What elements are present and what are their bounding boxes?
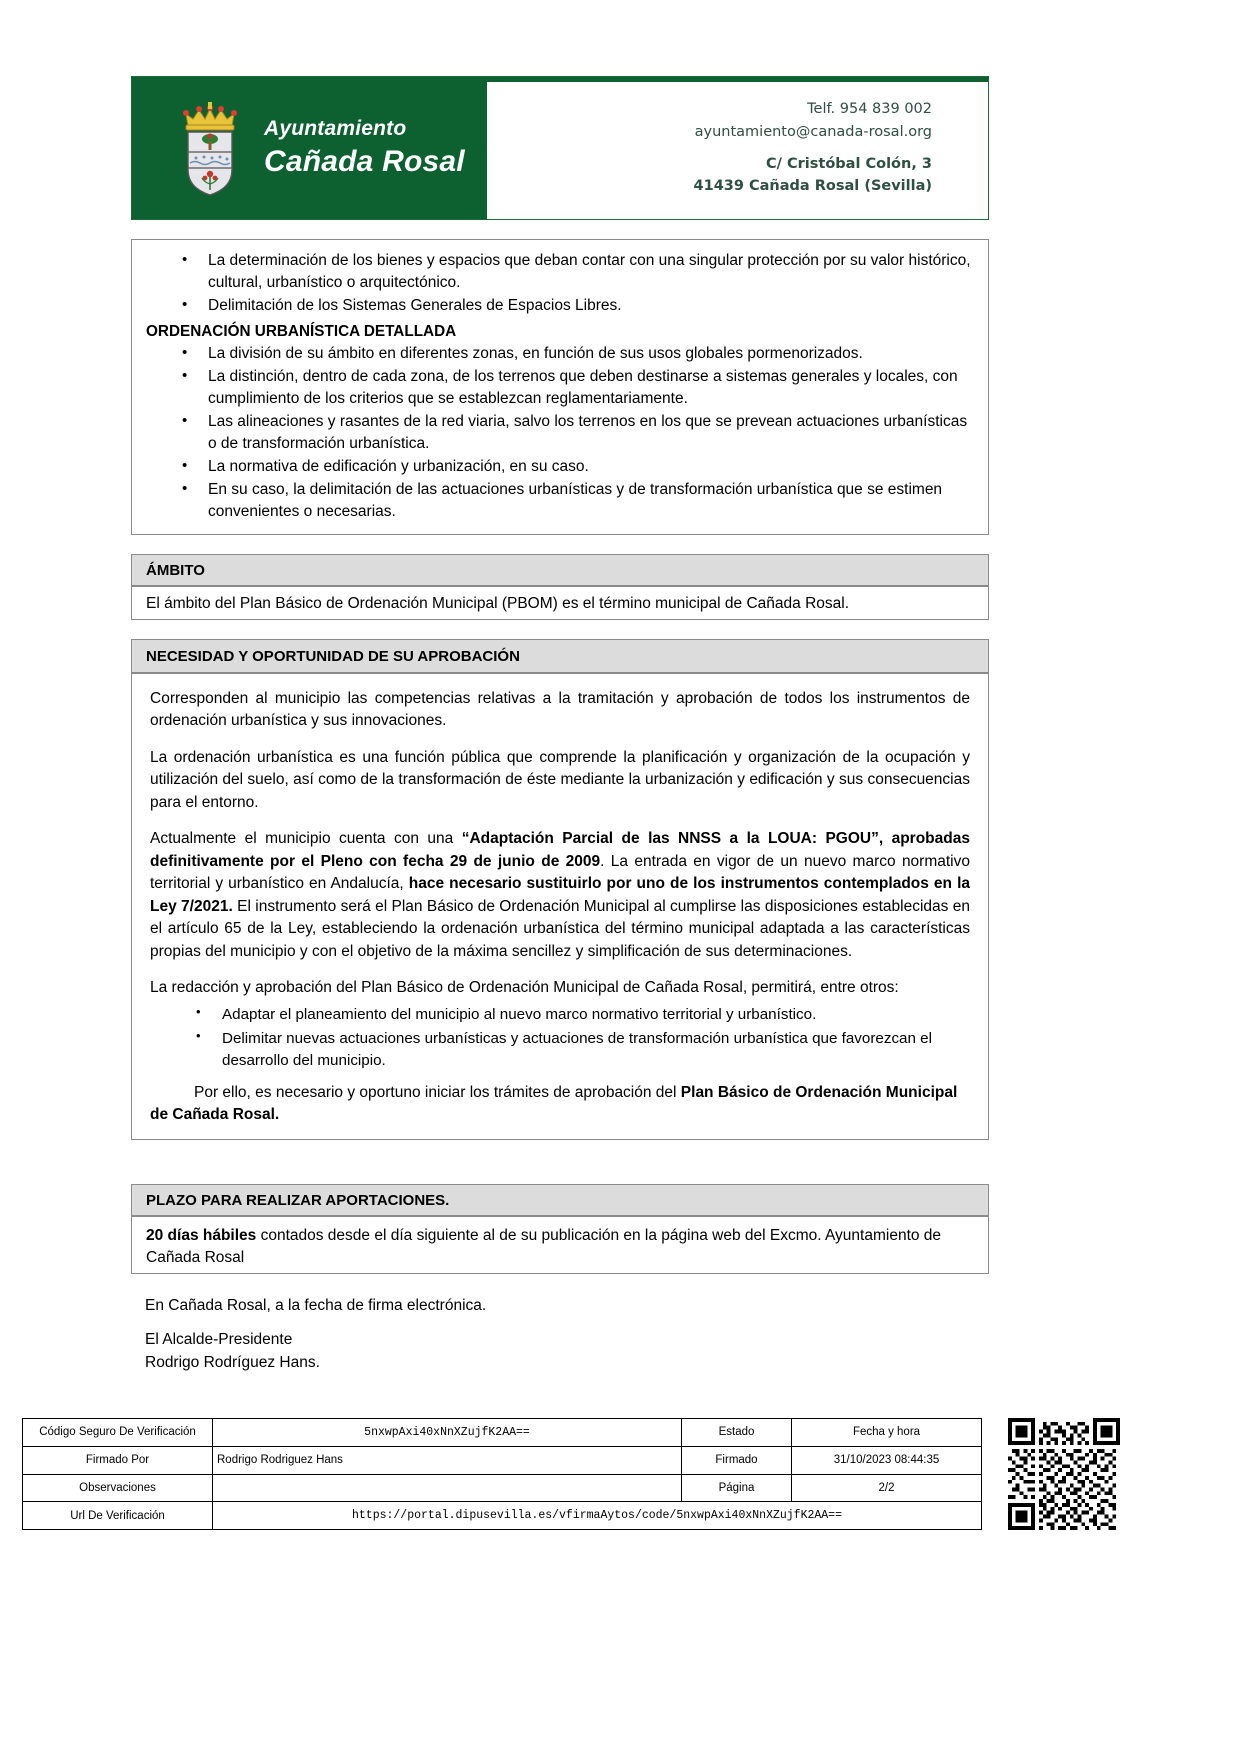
list-item: • En su caso, la delimitación de las actuaciones urbanísticas y de transformación urbanística que se estimen convenientes o necesarias.: [146, 479, 974, 523]
necesidad-paragraph-1: Corresponden al municipio las competencias relativas a la tramitación y aprobación de todos los instrumentos de ordenación urbanística y sus innovaciones.: [150, 690, 970, 730]
label-csv: Código Seguro De Verificación: [23, 1419, 213, 1447]
top-bullet-list: [146, 250, 974, 317]
necesidad-box: [131, 673, 989, 1140]
value-firmado-por: Rodrigo Rodriguez Hans: [213, 1446, 682, 1474]
ambito-box: [131, 586, 989, 620]
letterhead-contact: [487, 77, 988, 219]
list-item: • La división de su ámbito en diferentes zonas, en función de sus usos globales pormenorizados.: [146, 343, 974, 365]
list-item: • Adaptar el planeamiento del municipio al nuevo marco normativo territorial y urbanístico.: [150, 1004, 970, 1026]
contact-street: C/ Cristóbal Colón, 3: [766, 156, 932, 172]
necesidad-paragraph-4: La redacción y aprobación del Plan Básico de Ordenación Municipal de Cañada Rosal, permitirá, entre otros:: [150, 979, 899, 997]
paragraph-segment-bold: “Adaptación Parcial de las NNSS a la LOUA: PGOU”, aprobadas definitivamente por el Pleno con fecha 29 de junio de 2009: [150, 830, 970, 870]
signature-name: Rodrigo Rodríguez Hans.: [145, 1354, 320, 1371]
letterhead: [131, 76, 989, 220]
value-url[interactable]: https://portal.dipusevilla.es/vfirmaAytos/code/5nxwpAxi40xNnXZujfK2AA==: [213, 1502, 982, 1530]
label-pagina: Página: [682, 1474, 792, 1502]
value-csv: 5nxwpAxi40xNnXZujfK2AA==: [213, 1419, 682, 1447]
label-firmado-por: Firmado Por: [23, 1446, 213, 1474]
org-subtitle: Ayuntamiento: [264, 116, 407, 140]
list-item: • Las alineaciones y rasantes de la red viaria, salvo los terrenos en los que se prevean actuaciones urbanísticas o de transformación urbanística.: [146, 411, 974, 455]
paragraph-segment: El instrumento será el Plan Básico de Ordenación Municipal al cumplirse las disposiciones establecidas en el artículo 65 de la Ley, estableciendo la ordenación urbanística del término municipal adaptada a las características propias del municipio y con el objetivo de la máxima sencillez y simplificación de sus determinaciones.: [150, 897, 970, 960]
value-estado: Firmado: [682, 1446, 792, 1474]
list-item: • Delimitar nuevas actuaciones urbanísticas y actuaciones de transformación urbanística que favorezcan el desarrollo del municipio.: [150, 1028, 970, 1072]
plazo-body: [146, 1225, 974, 1270]
label-url: Url De Verificación: [23, 1502, 213, 1530]
list-item: • La normativa de edificación y urbanización, en su caso.: [146, 456, 974, 478]
necesidad-paragraph-5: [150, 1082, 970, 1127]
necesidad-paragraph-3: [150, 828, 970, 963]
section-title: NECESIDAD Y OPORTUNIDAD DE SU APROBACIÓN: [146, 647, 520, 665]
table-row: [23, 1419, 982, 1447]
signature-role: El Alcalde-Presidente: [145, 1331, 293, 1348]
section-header-necesidad: [131, 639, 989, 673]
section-title: ÁMBITO: [146, 561, 205, 579]
letterhead-titles: [264, 116, 465, 181]
contact-city: 41439 Cañada Rosal (Sevilla): [693, 178, 932, 195]
label-observaciones: Observaciones: [23, 1474, 213, 1502]
ambito-body: El ámbito del Plan Básico de Ordenación Municipal (PBOM) es el término municipal de Cañada Rosal.: [146, 595, 850, 612]
signature-place-date: En Cañada Rosal, a la fecha de firma electrónica.: [145, 1297, 487, 1314]
necesidad-paragraph-2: La ordenación urbanística es una función pública que comprende la planificación y organización de la ocupación y utilización del suelo, así como de la transformación de éste mediante la urbanización y edificación y sus consecuencias para el entorno.: [150, 748, 970, 811]
table-row: [23, 1474, 982, 1502]
paragraph-segment-bold: hace necesario sustituirlo por uno de los instrumentos contemplados en la Ley 7/2021.: [150, 875, 970, 915]
list-item: • La distinción, dentro de cada zona, de los terrenos que deben destinarse a sistemas generales y locales, con cumplimiento de los criterios que se establezcan reglamentariamente.: [146, 366, 974, 410]
table-row: [23, 1446, 982, 1474]
org-title: Cañada Rosal: [264, 144, 465, 178]
detail-bullet-list: [146, 343, 974, 523]
plazo-days-bold: 20 días hábiles: [146, 1227, 257, 1244]
plazo-box: [131, 1216, 989, 1274]
detailed-planning-subheading: ORDENACIÓN URBANÍSTICA DETALLADA: [146, 323, 457, 340]
list-item: • Delimitación de los Sistemas Generales de Espacios Libres.: [146, 295, 974, 317]
table-row: [23, 1502, 982, 1530]
plazo-body-rest: contados desde el día siguiente al de su publicación en la página web del Excmo. Ayuntamiento de Cañada Rosal: [146, 1227, 942, 1267]
necesidad-bullet-list: [150, 1004, 970, 1072]
section-header-plazo: [131, 1184, 989, 1216]
paragraph-segment: Por ello, es necesario y oportuno iniciar los trámites de aprobación del: [194, 1083, 681, 1101]
paragraph-segment-bold: Plan Básico de Ordenación Municipal de Cañada Rosal.: [150, 1083, 958, 1124]
verification-table: [22, 1418, 982, 1530]
paragraph-segment: Actualmente el municipio cuenta con una: [150, 830, 462, 848]
section-title: PLAZO PARA REALIZAR APORTACIONES.: [146, 1191, 450, 1209]
value-fecha: 31/10/2023 08:44:35: [792, 1446, 982, 1474]
paragraph-segment: . La entrada en vigor de un nuevo marco normativo territorial y urbanístico en Andalucía,: [150, 852, 970, 893]
verification-footer: [22, 1418, 1218, 1530]
contact-email: ayuntamiento@canada-rosal.org: [694, 123, 932, 140]
value-observaciones: [213, 1474, 682, 1502]
determinations-box: [131, 239, 989, 535]
qr-code-icon: [1008, 1418, 1120, 1530]
label-fecha: Fecha y hora: [792, 1419, 982, 1447]
value-pagina: 2/2: [792, 1474, 982, 1502]
letterhead-brand: [132, 77, 487, 219]
label-estado: Estado: [682, 1419, 792, 1447]
coat-of-arms-icon: [174, 100, 246, 196]
list-item: • La determinación de los bienes y espacios que deban contar con una singular protección por su valor histórico, cultural, urbanístico o arquitectónico.: [146, 250, 974, 294]
section-header-ambito: [131, 554, 989, 586]
contact-phone: Telf. 954 839 002: [807, 101, 932, 118]
